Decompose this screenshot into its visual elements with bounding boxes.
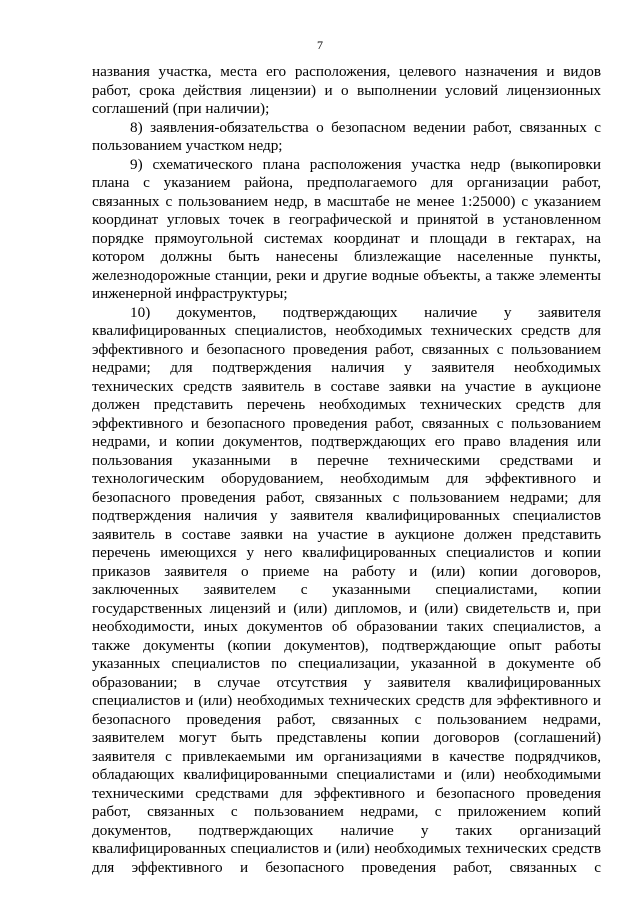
text-line: пользования указанными в перечне техническими средствами и bbox=[92, 451, 601, 469]
text-line: пользованием участком недр; bbox=[92, 137, 283, 154]
text-line: эффективного и безопасного проведения работ, связанных с пользованием bbox=[92, 414, 601, 432]
text-line: перечень имеющихся у него квалифицированных специалистов и копии bbox=[92, 544, 601, 561]
text-line: техническими средствами для эффективного и безопасного проведения bbox=[92, 784, 601, 802]
text-line: работ, связанных с пользованием недрами, с приложением копий bbox=[92, 803, 601, 820]
text-line: квалифицированных специалистов, необходимых технических средств для bbox=[92, 322, 601, 339]
body-text bbox=[92, 63, 601, 877]
text-line: заявитель в составе заявки на участие в аукционе должен представить bbox=[92, 525, 601, 543]
text-line: 10) документов, подтверждающих наличие у заявителя bbox=[130, 303, 601, 321]
text-line: образовании; в случае отсутствия у заявителя квалифицированных bbox=[92, 673, 601, 691]
text-line: безопасного проведения работ, связанных с пользованием недрами, bbox=[92, 710, 601, 728]
text-line: документов, подтверждающих наличие у таких организаций bbox=[92, 821, 601, 839]
text-line: работ, срока действия лицензии) и о выполнении условий лицензионных bbox=[92, 81, 601, 99]
text-line: подтверждения наличия у заявителя квалифицированных специалистов bbox=[92, 507, 601, 524]
text-line: железнодорожные станции, реки и другие водные объекты, а также элементы bbox=[92, 266, 601, 284]
page-number: 7 bbox=[317, 38, 323, 52]
text-line: связанных с пользованием недр, в масштабе не менее 1:25000) с указанием bbox=[92, 192, 601, 210]
text-line: специалистов и (или) необходимых технических средств для эффективного и bbox=[92, 692, 601, 709]
text-line: названия участка, места его расположения, целевого назначения и видов bbox=[92, 63, 601, 80]
text-line: необходимости, иных документов об образовании таких специалистов, а bbox=[92, 618, 601, 635]
text-line: заявителя с привлекаемыми им организациями в качестве подрядчиков, bbox=[92, 747, 601, 765]
text-line: заявителем могут быть представлены копии договоров (соглашений) bbox=[92, 729, 601, 746]
text-line: технологическим оборудованием, необходимым для эффективного и bbox=[92, 470, 601, 487]
text-line: заключенных заявителем с указанными специалистами, копии bbox=[92, 581, 601, 598]
text-line: обладающих квалифицированными специалистами и (или) необходимыми bbox=[92, 766, 601, 783]
text-line: 8) заявления-обязательства о безопасном ведении работ, связанных с bbox=[130, 118, 601, 136]
text-line: безопасного проведения работ, связанных с пользованием недрами; для bbox=[92, 488, 601, 506]
text-line: государственных лицензий и (или) дипломов, и (или) свидетельств и, при bbox=[92, 599, 601, 617]
text-line: технических средств заявитель в составе заявки на участие в аукционе bbox=[92, 377, 601, 395]
text-line: для эффективного и безопасного проведения работ, связанных с bbox=[92, 858, 601, 876]
text-line: недрами, и копии документов, подтверждающих его право владения или bbox=[92, 433, 601, 450]
text-line: инженерной инфраструктуры; bbox=[92, 285, 288, 302]
text-line: приказов заявителя о приеме на работу и (или) копии договоров, bbox=[92, 562, 601, 580]
text-line: порядке прямоугольной системах координат и площади в гектарах, на bbox=[92, 229, 601, 247]
text-line: также документы (копии документов), подтверждающие опыт работы bbox=[92, 636, 601, 654]
text-line: плана с указанием района, предполагаемого для организации работ, bbox=[92, 174, 601, 191]
text-line: соглашений (при наличии); bbox=[92, 100, 270, 117]
text-line: недрами; для подтверждения наличия у заявителя необходимых bbox=[92, 359, 601, 376]
text-line: указанных специалистов по специализации, указанной в документе об bbox=[92, 655, 601, 672]
text-line: должен представить перечень необходимых технических средств для bbox=[92, 396, 601, 413]
text-line: координат угловых точек в географической и принятой в установленном bbox=[92, 211, 601, 228]
text-line: котором должны быть нанесены близлежащие населенные пункты, bbox=[92, 248, 601, 265]
text-line: квалифицированных специалистов и (или) необходимых технических средств bbox=[92, 840, 601, 857]
text-line: 9) схематического плана расположения участка недр (выкопировки bbox=[130, 155, 601, 173]
text-line: эффективного и безопасного проведения работ, связанных с пользованием bbox=[92, 340, 601, 358]
